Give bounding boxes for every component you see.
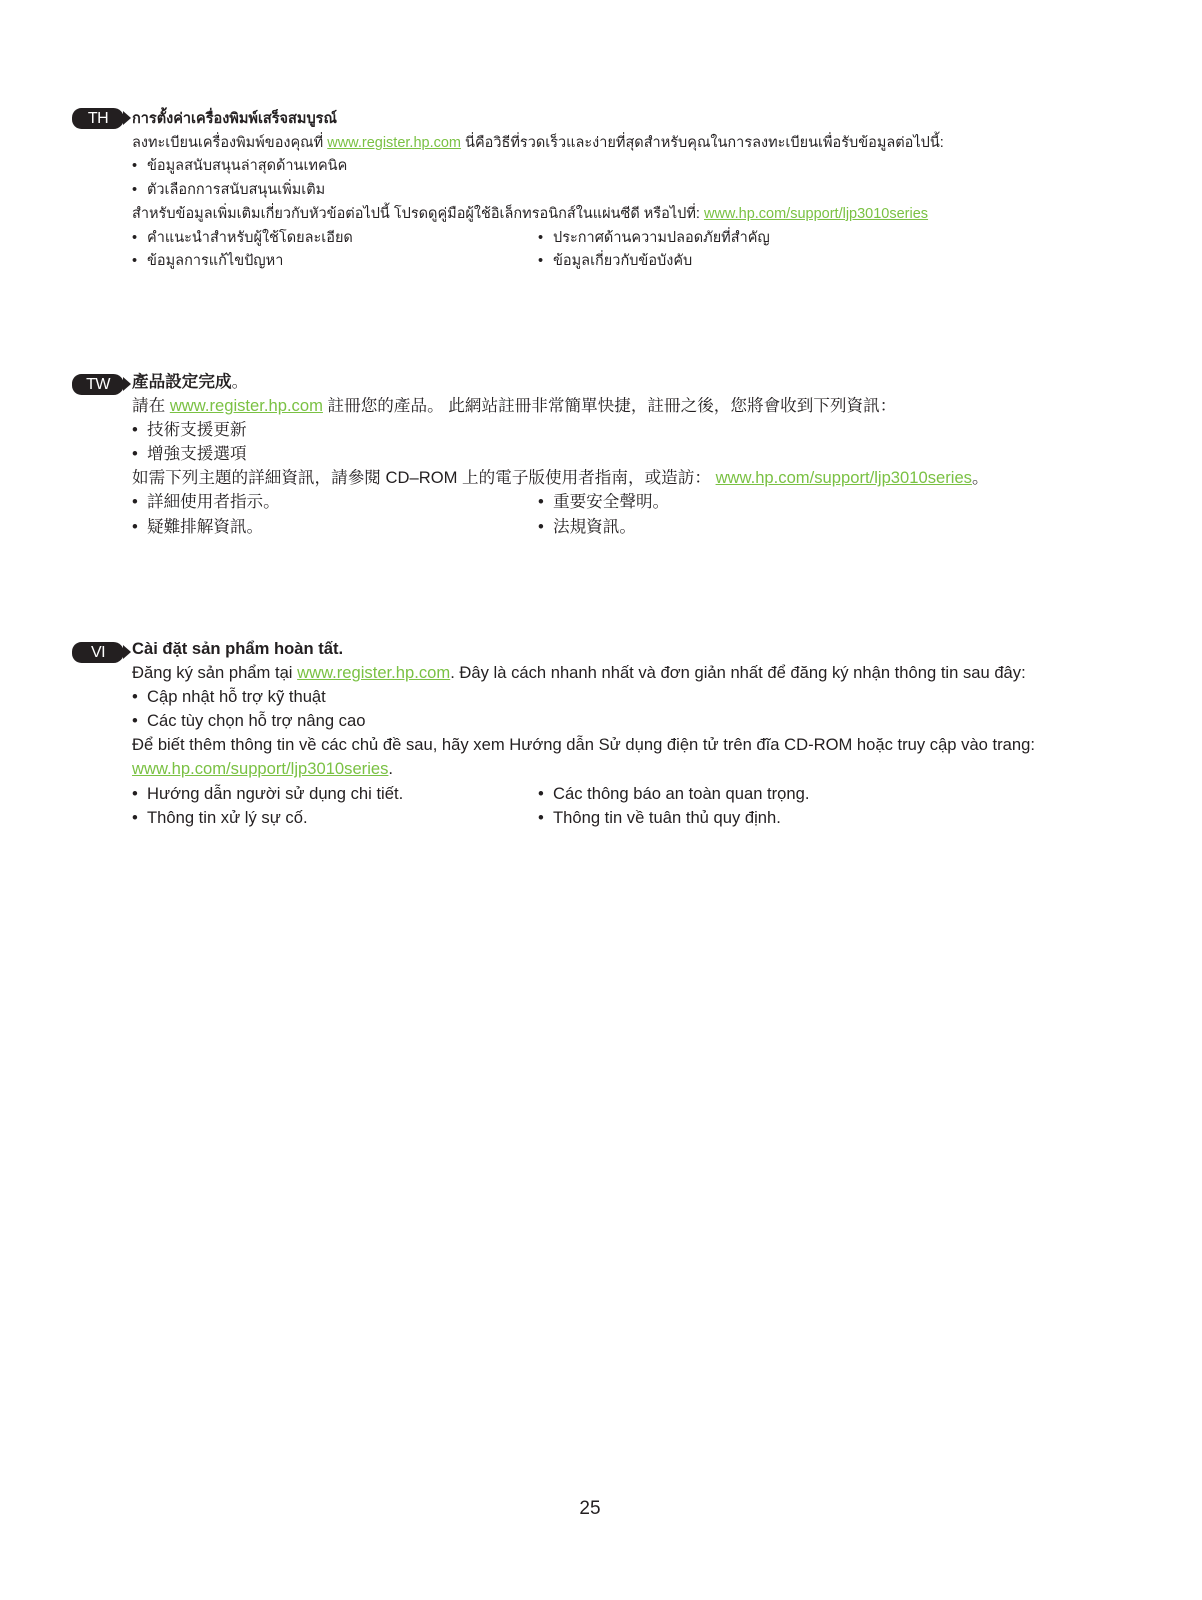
- intro-text-before-tw: 請在: [132, 396, 170, 416]
- list-item: • คำแนะนำสำหรับผู้ใช้โดยละเอียด: [132, 227, 538, 251]
- intro-text-vi: [132, 661, 1112, 685]
- intro-text-after-th: นี่คือวิธีที่รวดเร็วและง่ายที่สุดสำหรับคุณในการลงทะเบียนเพื่อรับข้อมูลต่อไปนี้:: [461, 134, 944, 151]
- list-item: • Cập nhật hỗ trợ kỹ thuật: [132, 685, 1112, 709]
- section-title-tw: 產品設定完成: [132, 372, 232, 391]
- list-item: • Các tùy chọn hỗ trợ nâng cao: [132, 709, 1112, 733]
- more-info-text-vi: Để biết thêm thông tin về các chủ đề sau, hãy xem Hướng dẫn Sử dụng điện tử trên đĩa CD-ROM hoặc truy cập vào trang:: [132, 735, 1035, 755]
- list-item: • 詳細使用者指示。: [132, 490, 538, 514]
- more-info-before-th: สำหรับข้อมูลเพิ่มเติมเกี่ยวกับหัวข้อต่อไปนี้ โปรดดูคู่มือผู้ใช้อิเล็กทรอนิกส์ในแผ่นซีดี หรือไปที่:: [132, 205, 704, 222]
- more-info-text-tw: [132, 466, 1112, 490]
- intro-text-after-tw: 註冊您的產品。 此網站註冊非常簡單快捷，註冊之後，您將會收到下列資訊：: [322, 396, 897, 416]
- topic-list-tw: [132, 490, 1112, 538]
- list-item: • ประกาศด้านความปลอดภัยที่สำคัญ: [538, 227, 1112, 251]
- list-item: • ตัวเลือกการสนับสนุนเพิ่มเติม: [132, 179, 1112, 203]
- section-content-tw: [132, 370, 1112, 539]
- section-title-th: การตั้งค่าเครื่องพิมพ์เสร็จสมบูรณ์: [132, 111, 337, 127]
- more-info-link-line-vi: [132, 757, 1112, 781]
- list-item: • Thông tin về tuân thủ quy định.: [538, 806, 1112, 830]
- list-item: • ข้อมูลสนับสนุนล่าสุดด้านเทคนิค: [132, 155, 1112, 179]
- page-number: 25: [579, 1498, 601, 1519]
- section-content-th: [132, 108, 1112, 274]
- language-badge-tw: TW: [72, 374, 124, 395]
- list-item: • 法規資訊。: [538, 515, 1112, 539]
- list-item: • 技術支援更新: [132, 418, 1112, 442]
- intro-text-before-vi: Đăng ký sản phẩm tại: [132, 663, 298, 683]
- intro-text-th: [132, 132, 1112, 156]
- topic-list-vi: [132, 782, 1112, 830]
- more-info-after-tw: 。: [971, 468, 989, 488]
- section-title-line-tw: [132, 370, 1112, 394]
- intro-text-tw: [132, 394, 1112, 418]
- list-item: • 疑難排解資訊。: [132, 515, 538, 539]
- list-item: • 重要安全聲明。: [538, 490, 1112, 514]
- support-link-vi[interactable]: www.hp.com/support/ljp3010series: [132, 759, 389, 779]
- list-item: • Các thông báo an toàn quan trọng.: [538, 782, 1112, 806]
- language-badge-th: TH: [72, 108, 124, 129]
- register-link-tw[interactable]: www.register.hp.com: [169, 396, 323, 416]
- language-badge-vi: VI: [72, 642, 124, 663]
- more-info-before-tw: 如需下列主題的詳細資訊，請參閱 CD–ROM 上的電子版使用者指南，或造訪：: [132, 468, 716, 488]
- support-link-th[interactable]: www.hp.com/support/ljp3010series: [703, 205, 929, 222]
- more-info-text-th: [132, 203, 1112, 227]
- section-title-suffix-tw: 。: [231, 372, 249, 391]
- support-link-tw[interactable]: www.hp.com/support/ljp3010series: [715, 468, 972, 488]
- list-item: • Hướng dẫn người sử dụng chi tiết.: [132, 782, 538, 806]
- list-item: • Thông tin xử lý sự cố.: [132, 806, 538, 830]
- section-content-vi: [132, 637, 1112, 830]
- list-item: • 增強支援選項: [132, 442, 1112, 466]
- intro-text-before-th: ลงทะเบียนเครื่องพิมพ์ของคุณที่: [132, 134, 328, 151]
- topic-list-th: [132, 227, 1112, 274]
- more-info-after-vi: .: [388, 759, 394, 779]
- register-link-vi[interactable]: www.register.hp.com: [297, 663, 451, 683]
- intro-text-after-vi: . Đây là cách nhanh nhất và đơn giản nhất để đăng ký nhận thông tin sau đây:: [450, 663, 1026, 683]
- list-item: • ข้อมูลเกี่ยวกับข้อบังคับ: [538, 250, 1112, 274]
- register-link-th[interactable]: www.register.hp.com: [327, 134, 462, 151]
- section-title-vi: Cài đặt sản phẩm hoàn tất.: [132, 639, 344, 658]
- list-item: • ข้อมูลการแก้ไขปัญหา: [132, 250, 538, 274]
